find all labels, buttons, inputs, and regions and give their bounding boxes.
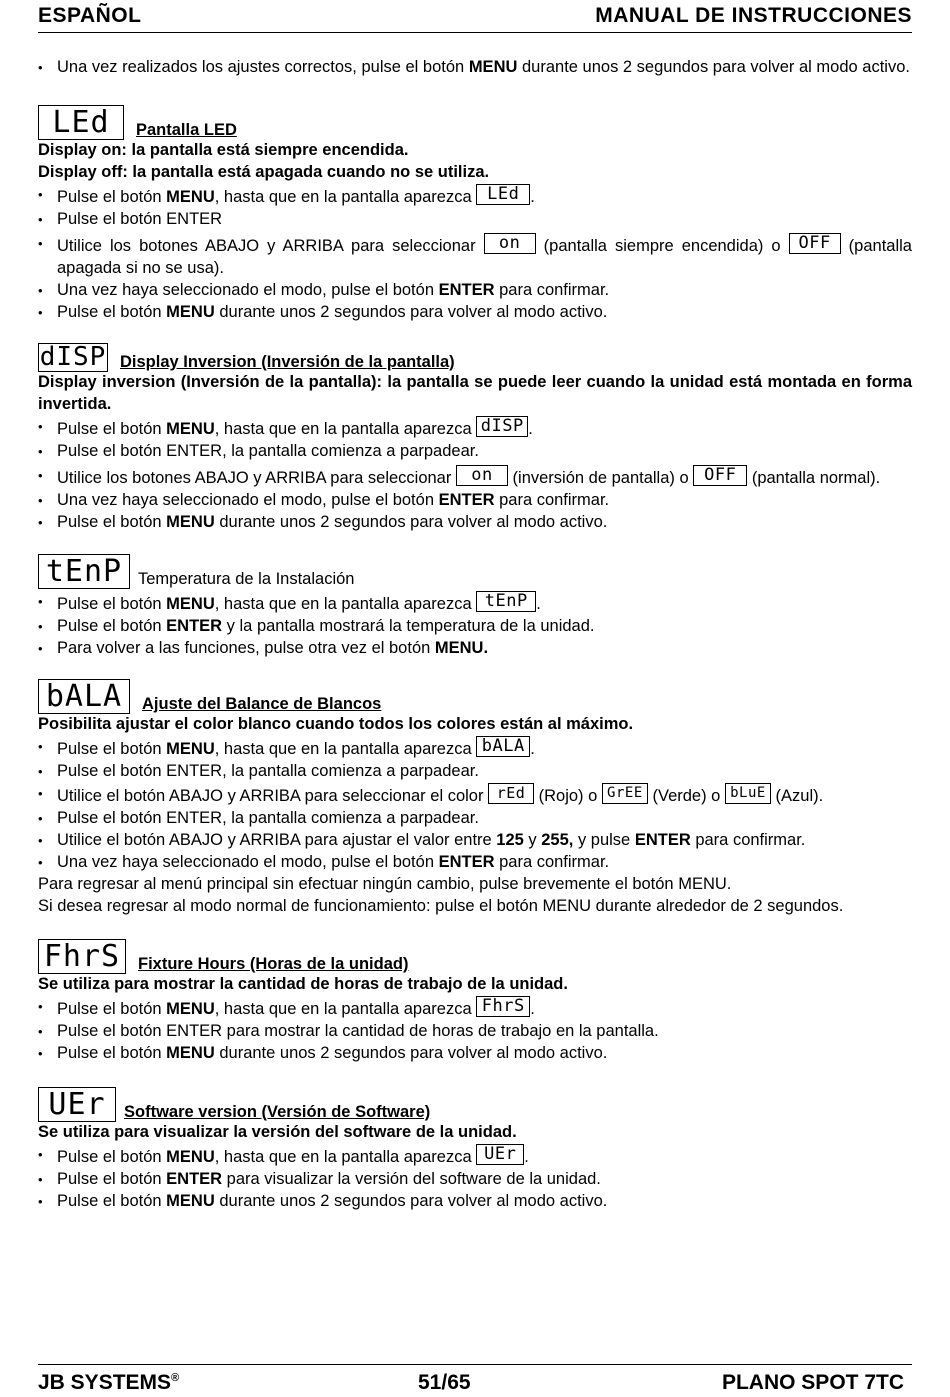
section-description: Posibilita ajustar el color blanco cuando todos los colores están al máximo. [38, 715, 634, 733]
lcd-ver-icon: UEr [38, 1087, 116, 1122]
section-description: Display on: la pantalla está siempre encendida. [38, 141, 409, 159]
list-item: • Pulse el botón MENU, hasta que en la pantalla aparezca bALA . [38, 736, 912, 761]
lcd-disp-icon: dISP [39, 343, 107, 372]
list-item: • Para volver a las funciones, pulse otra vez el botón MENU. [38, 638, 912, 660]
list-item: • Pulse el botón MENU, hasta que en la pantalla aparezca tEnP . [38, 591, 912, 616]
list-item: • Pulse el botón MENU, hasta que en la pantalla aparezca FhrS . [38, 996, 912, 1021]
lcd-off-icon: OFF [693, 465, 747, 486]
list-item: • Una vez haya seleccionado el modo, pulse el botón ENTER para confirmar. [38, 280, 912, 302]
section-title: Ajuste del Balance de Blancos [142, 695, 382, 713]
list-item: • Utilice los botones ABAJO y ARRIBA para seleccionar on (pantalla siempre encendida) o OFF (pantalla apagada si no se usa). [38, 233, 912, 279]
list-item: • Pulse el botón ENTER, la pantalla comienza a parpadear. [38, 808, 912, 830]
page-header [38, 4, 912, 33]
footer-brand: JB SYSTEMS® [38, 1371, 180, 1394]
list-item: • Pulse el botón ENTER, la pantalla comienza a parpadear. [38, 761, 912, 783]
lcd-on-icon: on [456, 465, 508, 486]
list-item: • Pulse el botón ENTER para mostrar la cantidad de horas de trabajo en la pantalla. [38, 1021, 912, 1043]
list-item: • Pulse el botón ENTER para visualizar la versión del software de la unidad. [38, 1169, 912, 1191]
section-title: Fixture Hours (Horas de la unidad) [138, 955, 409, 973]
lcd-bala-icon: bALA [38, 679, 130, 714]
lcd-led-icon: LEd [476, 184, 530, 205]
list-item: • Pulse el botón MENU, hasta que en la pantalla aparezca UEr . [38, 1144, 912, 1169]
list-item: • Utilice el botón ABAJO y ARRIBA para seleccionar el color rEd (Rojo) o GrEE (Verde) o bLuE (Azul). [38, 783, 912, 808]
list-item: • Utilice el botón ABAJO y ARRIBA para ajustar el valor entre 125 y 255, y pulse ENTER para confirmar. [38, 830, 912, 852]
section-heading-software-version [38, 1087, 912, 1122]
section-heading-led [38, 105, 912, 140]
lcd-ver-icon: UEr [476, 1144, 524, 1165]
footer-product-name: PLANO SPOT 7TC [721, 1371, 904, 1394]
lcd-off-icon: OFF [789, 233, 841, 254]
section-heading-temperature [38, 554, 912, 589]
section-heading-white-balance [38, 679, 912, 714]
page-footer [38, 1364, 912, 1395]
section-description: Display inversion (Inversión de la pantalla): la pantalla se puede leer cuando la unidad está montada en forma invertida. [38, 373, 912, 413]
list-item: • Una vez haya seleccionado el modo, pulse el botón ENTER para confirmar. [38, 490, 912, 512]
header-language: ESPAÑOL [38, 4, 142, 27]
section-title: Pantalla LED [136, 121, 237, 139]
list-item: • Pulse el botón MENU durante unos 2 segundos para volver al modo activo. [38, 512, 912, 534]
footer-page-number: 51/65 [418, 1371, 471, 1394]
lcd-led-icon: LEd [38, 105, 124, 140]
header-manual-title: MANUAL DE INSTRUCCIONES [595, 4, 912, 27]
list-item: • Pulse el botón MENU, hasta que en la pantalla aparezca dISP . [38, 416, 912, 441]
lcd-blue-icon: bLuE [725, 783, 771, 804]
list-item: • Pulse el botón ENTER, la pantalla comienza a parpadear. [38, 441, 912, 463]
list-item: • Una vez haya seleccionado el modo, pulse el botón ENTER para confirmar. [38, 852, 912, 874]
section-title: Temperatura de la Instalación [138, 569, 355, 588]
list-item: • Pulse el botón ENTER [38, 209, 912, 231]
lcd-disp-icon: dISP [476, 416, 528, 437]
section-heading-display-inversion [38, 343, 912, 372]
section-description: Se utiliza para mostrar la cantidad de horas de trabajo de la unidad. [38, 975, 568, 993]
lcd-temp-icon: tEnP [476, 591, 536, 612]
lcd-green-icon: GrEE [602, 783, 648, 804]
section-heading-fixture-hours [38, 939, 912, 974]
list-item: • Pulse el botón ENTER y la pantalla mostrará la temperatura de la unidad. [38, 616, 912, 638]
lcd-fhrs-icon: FhrS [476, 996, 530, 1017]
section-title: Software version (Versión de Software) [124, 1102, 431, 1121]
list-item: • Pulse el botón MENU durante unos 2 segundos para volver al modo activo. [38, 1191, 912, 1213]
list-item: • Pulse el botón MENU durante unos 2 segundos para volver al modo activo. [38, 302, 912, 324]
section-description: Se utiliza para visualizar la versión del software de la unidad. [38, 1122, 517, 1141]
list-item: • Pulse el botón MENU, hasta que en la pantalla aparezca LEd . [38, 184, 912, 209]
lcd-bala-icon: bALA [476, 736, 530, 757]
list-item: • Una vez realizados los ajustes correctos, pulse el botón MENU durante unos 2 segundos para volver al modo activo. [38, 57, 912, 79]
lcd-fhrs-icon: FhrS [38, 939, 126, 974]
page-content [38, 56, 912, 1213]
lcd-red-icon: rEd [488, 783, 534, 804]
lcd-on-icon: on [484, 233, 536, 254]
list-item: • Pulse el botón MENU durante unos 2 segundos para volver al modo activo. [38, 1043, 912, 1065]
section-title: Display Inversion (Inversión de la pantalla) [120, 353, 455, 371]
paragraph: Para regresar al menú principal sin efectuar ningún cambio, pulse brevemente el botón MENU. [38, 875, 732, 893]
section-description: Display off: la pantalla está apagada cuando no se utiliza. [38, 162, 490, 181]
list-item: • Utilice los botones ABAJO y ARRIBA para seleccionar on (inversión de pantalla) o OFF (pantalla normal). [38, 465, 912, 490]
lcd-temp-icon: tEnP [38, 554, 130, 589]
paragraph: Si desea regresar al modo normal de funcionamiento: pulse el botón MENU durante alrededor de 2 segundos. [38, 896, 844, 915]
